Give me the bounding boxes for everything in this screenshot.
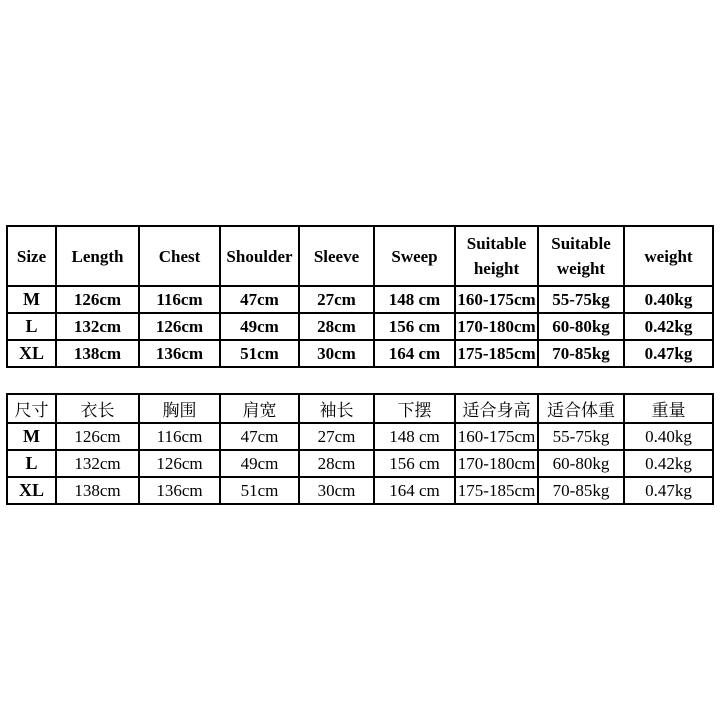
header-cell: 适合体重 (538, 394, 624, 423)
table-row (7, 313, 713, 340)
table-cell: 116cm (139, 423, 220, 450)
table-cell: 27cm (299, 286, 374, 313)
header-cell: Length (56, 226, 139, 286)
table-row (7, 477, 713, 504)
header-cell: weight (624, 226, 713, 286)
table-cell: 51cm (220, 477, 299, 504)
header-cell: 适合身高 (455, 394, 538, 423)
header-cell: Shoulder (220, 226, 299, 286)
table-cell: 60-80kg (538, 450, 624, 477)
table-cell: 0.40kg (624, 286, 713, 313)
table-row (7, 423, 713, 450)
table-cell: 138cm (56, 340, 139, 367)
table-cell: 160-175cm (455, 423, 538, 450)
table-cell: 170-180cm (455, 450, 538, 477)
header-row (7, 394, 713, 423)
table-row (7, 450, 713, 477)
header-cell: 重量 (624, 394, 713, 423)
table-cell: 160-175cm (455, 286, 538, 313)
table-cell: 51cm (220, 340, 299, 367)
header-cell: 衣长 (56, 394, 139, 423)
size-cell: L (7, 450, 56, 477)
table-cell: 136cm (139, 340, 220, 367)
table-cell: 0.40kg (624, 423, 713, 450)
size-cell: M (7, 423, 56, 450)
header-cell: 肩宽 (220, 394, 299, 423)
table-cell: 70-85kg (538, 340, 624, 367)
header-cell: Sleeve (299, 226, 374, 286)
table-cell: 55-75kg (538, 423, 624, 450)
table-cell: 175-185cm (455, 340, 538, 367)
table-cell: 27cm (299, 423, 374, 450)
table-cell: 126cm (139, 313, 220, 340)
table-cell: 47cm (220, 286, 299, 313)
table-cell: 0.42kg (624, 313, 713, 340)
table-cell: 156 cm (374, 313, 455, 340)
table-cell: 170-180cm (455, 313, 538, 340)
table-cell: 0.42kg (624, 450, 713, 477)
table-cell: 55-75kg (538, 286, 624, 313)
table-cell: 132cm (56, 313, 139, 340)
table-cell: 148 cm (374, 423, 455, 450)
table-cell: 126cm (56, 423, 139, 450)
table-cell: 126cm (139, 450, 220, 477)
table-row (7, 286, 713, 313)
size-cell: XL (7, 340, 56, 367)
table-cell: 0.47kg (624, 340, 713, 367)
table-cell: 49cm (220, 450, 299, 477)
header-cell: Suitable weight (538, 226, 624, 286)
table-cell: 175-185cm (455, 477, 538, 504)
table-cell: 47cm (220, 423, 299, 450)
table-cell: 30cm (299, 340, 374, 367)
table-cell: 28cm (299, 450, 374, 477)
table-cell: 30cm (299, 477, 374, 504)
table-cell: 126cm (56, 286, 139, 313)
table-cell: 49cm (220, 313, 299, 340)
size-cell: L (7, 313, 56, 340)
size-chart-english (6, 225, 714, 368)
header-cell: Sweep (374, 226, 455, 286)
table-cell: 70-85kg (538, 477, 624, 504)
header-cell: 下摆 (374, 394, 455, 423)
table-cell: 28cm (299, 313, 374, 340)
table-cell: 0.47kg (624, 477, 713, 504)
table-cell: 136cm (139, 477, 220, 504)
header-cell: 袖长 (299, 394, 374, 423)
table-cell: 138cm (56, 477, 139, 504)
table-row (7, 340, 713, 367)
table-cell: 156 cm (374, 450, 455, 477)
table-cell: 164 cm (374, 340, 455, 367)
size-chart-chinese (6, 393, 714, 505)
header-cell: 胸围 (139, 394, 220, 423)
header-cell: 尺寸 (7, 394, 56, 423)
header-cell: Suitable height (455, 226, 538, 286)
table-cell: 132cm (56, 450, 139, 477)
header-cell: Size (7, 226, 56, 286)
header-row (7, 226, 713, 286)
table-cell: 148 cm (374, 286, 455, 313)
table-cell: 116cm (139, 286, 220, 313)
table-cell: 60-80kg (538, 313, 624, 340)
size-cell: M (7, 286, 56, 313)
table-cell: 164 cm (374, 477, 455, 504)
header-cell: Chest (139, 226, 220, 286)
size-cell: XL (7, 477, 56, 504)
